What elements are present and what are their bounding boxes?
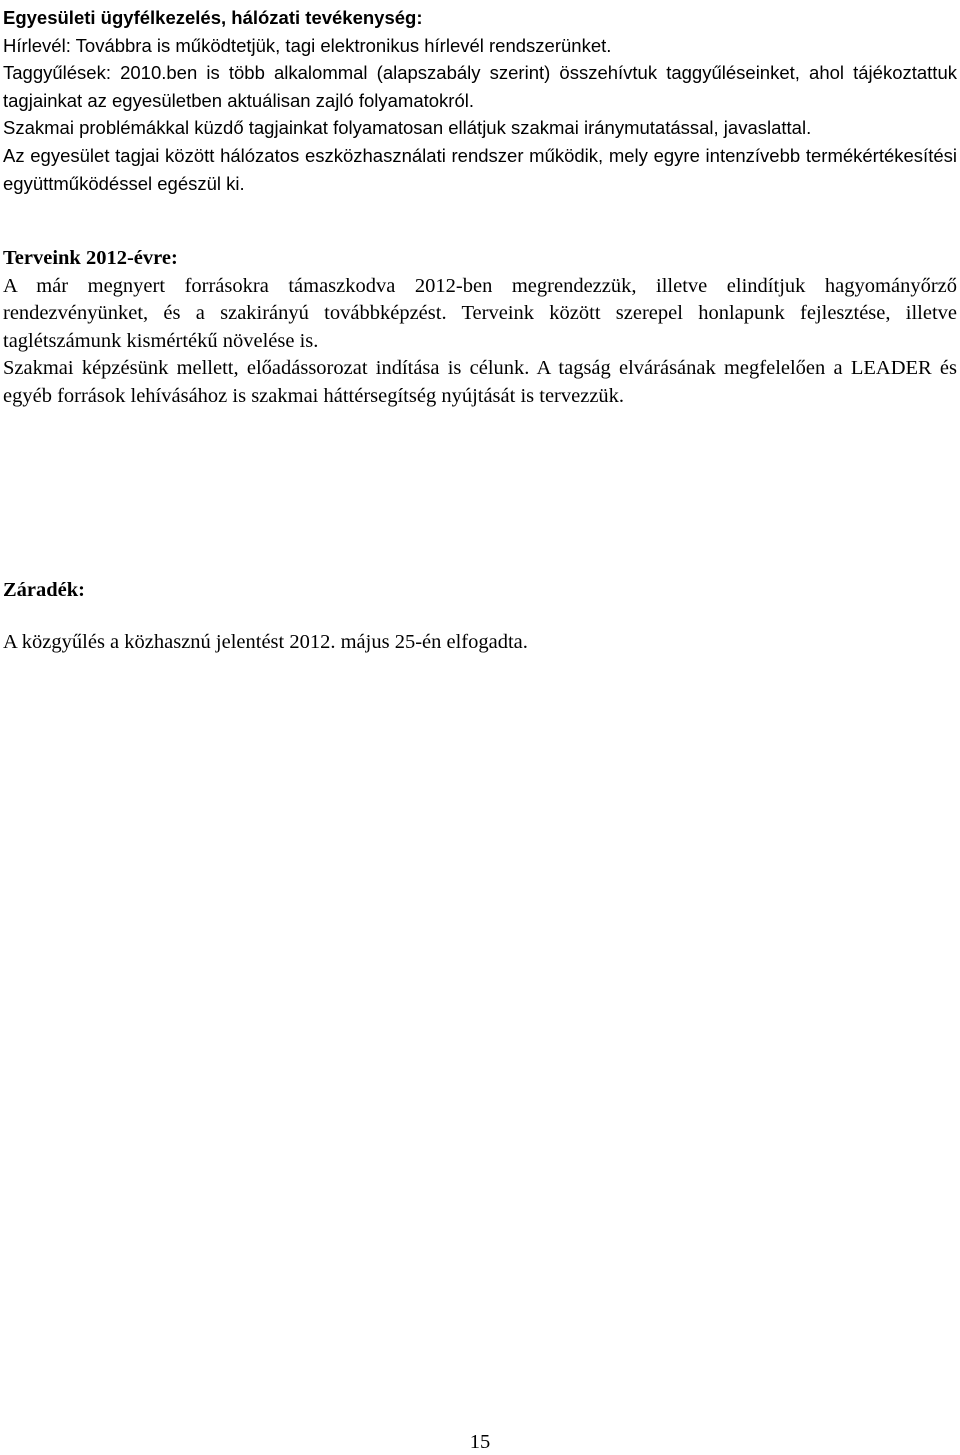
- page-number: 15: [469, 1431, 491, 1453]
- clause-heading: Záradék:: [3, 579, 85, 601]
- network-paragraph: Az egyesület tagjai között hálózatos eszközhasználati rendszer működik, mely egyre intenzívebb termékértékesítési együttműködéssel egészül ki.: [3, 144, 957, 194]
- plans-paragraph-2: Szakmai képzésünk mellett, előadássorozat indítása is célunk. A tagság elvárásának megfelelően a LEADER és egyéb források lehívásához is szakmai háttérsegítség nyújtását is tervezzük.: [3, 357, 957, 407]
- clause-section: [3, 577, 957, 656]
- plans-section: [3, 245, 957, 410]
- plans-heading: Terveink 2012-évre:: [3, 247, 178, 269]
- newsletter-paragraph: Hírlevél: Továbbra is működtetjük, tagi elektronikus hírlevél rendszerünket.: [3, 34, 612, 56]
- activity-heading: Egyesületi ügyfélkezelés, hálózati tevékenység:: [3, 7, 423, 28]
- plans-paragraph-1: A már megnyert forrásokra támaszkodva 2012-ben megrendezzük, illetve elindítjuk hagyományőrző rendezvényünket, és a szakirányú továbbképzést. Terveink között szerepel honlapunk fejlesztése, illetve taglétszámunk kismértékű növelése is.: [3, 274, 957, 352]
- advisory-paragraph: Szakmai problémákkal küzdő tagjainkat folyamatosan ellátjuk szakmai iránymutatással, javaslattal.: [3, 117, 812, 139]
- activity-section: [3, 4, 957, 197]
- clause-text: A közgyűlés a közhasznú jelentést 2012. május 25-én elfogadta.: [3, 630, 528, 653]
- meetings-paragraph: Taggyűlések: 2010.ben is több alkalommal (alapszabály szerint) összehívtuk taggyűléseinket, ahol tájékoztattuk tagjainkat az egyesületben aktuálisan zajló folyamatokról.: [3, 62, 957, 111]
